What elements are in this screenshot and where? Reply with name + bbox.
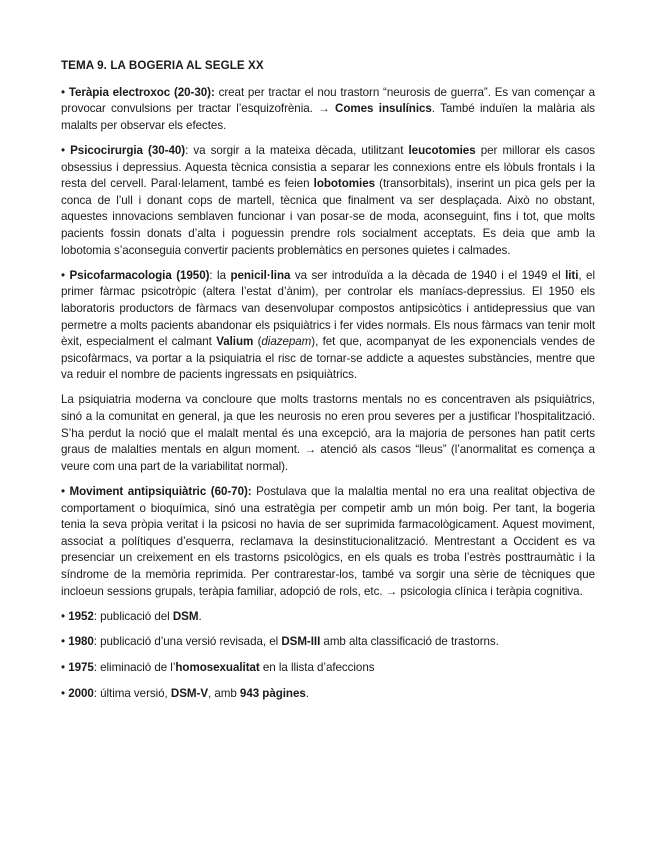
- term-943-pagines: 943 pàgines: [239, 686, 306, 700]
- text: va ser introduïda a la dècada de 1940 i el 1949 el: [290, 268, 566, 282]
- bullet: •: [61, 85, 69, 99]
- text: creat per tractar el nou trastorn “neurosis de guerra”. Es van començar a provocar convulsions per tractar l’esquizofrènia. →: [61, 85, 595, 116]
- list-item-2000: [61, 686, 595, 703]
- text: .: [305, 686, 309, 700]
- paragraph-antipsiquiatric: [61, 484, 595, 600]
- heading-psicocirurgia: Psicocirurgia (30-40): [70, 143, 186, 157]
- heading-antipsiquiatric: Moviment antipsiquiàtric (60-70):: [69, 485, 252, 499]
- text: amb alta classificació de trastorns.: [320, 635, 499, 649]
- text: Postulava que la malaltia mental no era una realitat objectiva de comportament o bioquímica, sinó una estratègia per competir amb un món boig. Per tant, la bogeria tenia la seva pròpia veritat i la psicosi no havia de ser suprimida farmacològicament. Aquest moviment, associat a polítiques d’esquerra, reclamava la desinstitucionalització. Mentrestant a Occident es va presenciar un creixement en els trastorns psicològics, en els quals es troba l’estrès posttraumàtic i la síndrome de la memòria reprimida. Per contrarestar-los, també va sorgir una sèrie de tècniques que incloeun sessions grupals, teràpia familiar, adopció de rols, etc. → psicologia clínica i teràpia cognitiva.: [61, 485, 595, 598]
- paragraph-psicofarmacologia: [61, 268, 595, 384]
- bullet: •: [61, 660, 69, 674]
- bullet: •: [61, 609, 69, 623]
- term-penicillina: penicil·lina: [230, 268, 291, 282]
- text: : va sorgir a la mateixa dècada, utilitzant: [185, 143, 409, 157]
- heading-psicofarmacologia: Psicofarmacologia (1950): [69, 268, 210, 282]
- year-1980: 1980: [68, 635, 94, 649]
- paragraph-psiquiatria-moderna: La psiquiatria moderna va concloure que molts trastorns mentals no es concentraven als psiquiàtrics, sinó a la comunitat en general, ja que les neurosis no eren prou severes per a justificar l’hospitalització. S’ha perdut la noció que el malalt mental és una excepció, ara la majoria de persones han patit certs graus de malalties mentals en algun moment. → atenció als casos “lleus” (l’anormalitat es comença a veure com una part de la variabilitat normal).: [61, 393, 595, 473]
- term-dsm-v: DSM-V: [170, 686, 208, 700]
- text: : publicació del: [93, 609, 173, 623]
- term-leucotomies: leucotomies: [408, 143, 476, 157]
- bullet: •: [61, 143, 71, 157]
- paragraph-electroxoc: [61, 85, 595, 135]
- page-title: TEMA 9. LA BOGERIA AL SEGLE XX: [61, 59, 264, 72]
- text: , amb: [208, 686, 240, 700]
- term-liti: liti: [565, 268, 579, 282]
- text: : última versió,: [93, 686, 171, 700]
- list-item-1975: [61, 660, 595, 677]
- text: : eliminació de l’: [93, 660, 176, 674]
- list-item-1952: [61, 609, 595, 626]
- term-comes-insulinics: Comes insulínics: [335, 102, 432, 116]
- bullet: •: [61, 686, 69, 700]
- text: en la llista d’afeccions: [259, 660, 375, 674]
- text: , el primer fàrmac psicotròpic (altera l’estat d’ànim), per controlar els maníacs-depressius. El 1950 els laboratoris productors de fàrmacs van desenvolupar compostos antipsicòtics i antidepressius que van permetre a molts pacients abandonar els psiquiàtrics i fer vides normals. Els nous fàrmacs van tenir molt èxit, especialment el calmant: [61, 268, 595, 349]
- term-dsm: DSM: [172, 609, 199, 623]
- bullet: •: [61, 485, 70, 499]
- heading-electroxoc: Teràpia electroxoc (20-30):: [68, 85, 215, 99]
- text: per millorar els casos obsessius i depressius. Aquesta tècnica consistia a separar les connexions entre els lòbuls frontals i la resta del cervell. Paral·lelament, també es feien: [61, 143, 595, 191]
- term-diazepam: diazepam: [261, 335, 312, 349]
- text: (: [253, 335, 262, 349]
- bullet: •: [61, 268, 70, 282]
- text: (transorbitals), inserint un pica gels per la conca de l’ull i donant cops de martell, tècnica que finalment va ser desplaçada. Això no obstant, aquestes innovacions semblaven funcionar i van posar-se de moda, aconseguint, fins i tot, que molts pacients fossin donats d’alta i poguessin prendre rols socialment acceptats. Es deia que amb la lobotomia s’aconseguia convertir pacients problemàtics en persones quietes i calmades.: [61, 177, 595, 257]
- term-homosexualitat: homosexualitat: [175, 660, 260, 674]
- year-1975: 1975: [68, 660, 94, 674]
- bullet: •: [61, 635, 69, 649]
- text: .: [198, 609, 202, 623]
- text: : publicació d’una versió revisada, el: [93, 635, 282, 649]
- text: : la: [209, 268, 231, 282]
- year-1952: 1952: [68, 609, 94, 623]
- year-2000: 2000: [68, 686, 94, 700]
- term-dsm-iii: DSM-III: [281, 635, 321, 649]
- paragraph-psicocirurgia: [61, 143, 595, 259]
- term-lobotomies: lobotomies: [313, 177, 375, 191]
- document-page: [61, 58, 595, 711]
- text: . També induïen la malària als malalts per observar els efectes.: [61, 102, 595, 132]
- term-valium: Valium: [216, 335, 254, 349]
- text: ), fet que, acompanyat de les exponencials vendes de psicofàrmacs, va portar a la psiquiatria el risc de tornar-se addicte a aquestes substàncies, mentre que va reduir el nombre de pacients ingressats en psiquiàtrics.: [61, 335, 596, 382]
- list-item-1980: [61, 634, 595, 651]
